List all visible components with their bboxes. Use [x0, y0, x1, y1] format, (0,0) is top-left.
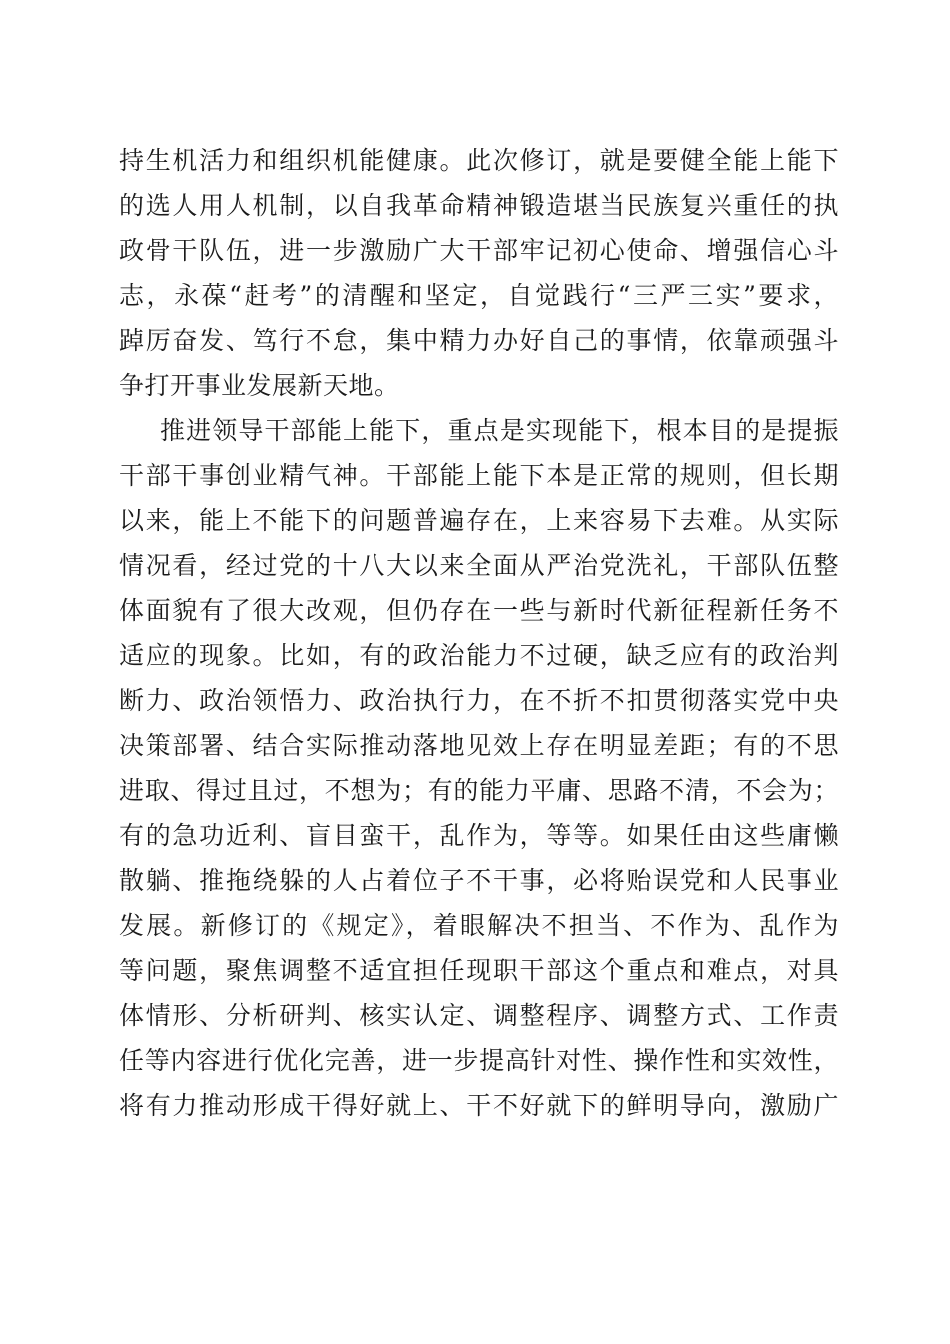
- paragraph-2-line-4: 情况看，经过党的十八大以来全面从严治党洗礼，干部队伍整: [119, 551, 839, 580]
- paragraph-1-line-6: 争打开事业发展新天地。: [119, 371, 400, 400]
- paragraph-2-line-11: 散躺、推拖绕躲的人占着位子不干事，必将贻误党和人民事业: [119, 866, 839, 895]
- paragraph-2-line-6: 适应的现象。比如，有的政治能力不过硬，缺乏应有的政治判: [119, 641, 839, 670]
- paragraph-2-line-5: 体面貌有了很大改观，但仍存在一些与新时代新征程新任务不: [119, 596, 839, 625]
- paragraph-2-line-12: 发展。新修订的《规定》，着眼解决不担当、不作为、乱作为: [119, 911, 839, 940]
- paragraph-2-line-8: 决策部署、结合实际推动落地见效上存在明显差距；有的不思: [119, 731, 839, 760]
- paragraph-1-line-2: 的选人用人机制，以自我革命精神锻造堪当民族复兴重任的执: [119, 191, 839, 220]
- paragraph-2-line-14: 体情形、分析研判、核实认定、调整程序、调整方式、工作责: [119, 1001, 839, 1030]
- paragraph-2-line-9: 进取、得过且过，不想为；有的能力平庸、思路不清，不会为；: [119, 776, 839, 805]
- document-body: [119, 138, 839, 1128]
- paragraph-2-line-13: 等问题，聚焦调整不适宜担任现职干部这个重点和难点，对具: [119, 956, 839, 985]
- paragraph-2-line-1: 推进领导干部能上能下，重点是实现能下，根本目的是提振: [160, 416, 839, 445]
- paragraph-1-line-5: 踔厉奋发、笃行不怠，集中精力办好自己的事情，依靠顽强斗: [119, 326, 839, 355]
- paragraph-1-line-4: 志，永葆“赶考”的清醒和坚定，自觉践行“三严三实”要求，: [119, 281, 839, 310]
- paragraph-1-line-3: 政骨干队伍，进一步激励广大干部牢记初心使命、增强信心斗: [119, 236, 839, 265]
- paragraph-2-line-15: 任等内容进行优化完善，进一步提高针对性、操作性和实效性，: [119, 1046, 839, 1075]
- paragraph-2-line-16: 将有力推动形成干得好就上、干不好就下的鲜明导向，激励广: [119, 1091, 839, 1120]
- paragraph-2-line-10: 有的急功近利、盲目蛮干，乱作为，等等。如果任由这些庸懒: [119, 821, 839, 850]
- paragraph-2-line-2: 干部干事创业精气神。干部能上能下本是正常的规则，但长期: [119, 461, 839, 490]
- paragraph-2-line-3: 以来，能上不能下的问题普遍存在，上来容易下去难。从实际: [119, 506, 839, 535]
- paragraph-2-line-7: 断力、政治领悟力、政治执行力，在不折不扣贯彻落实党中央: [119, 686, 839, 715]
- paragraph-1-line-1: 持生机活力和组织机能健康。此次修订，就是要健全能上能下: [119, 146, 839, 175]
